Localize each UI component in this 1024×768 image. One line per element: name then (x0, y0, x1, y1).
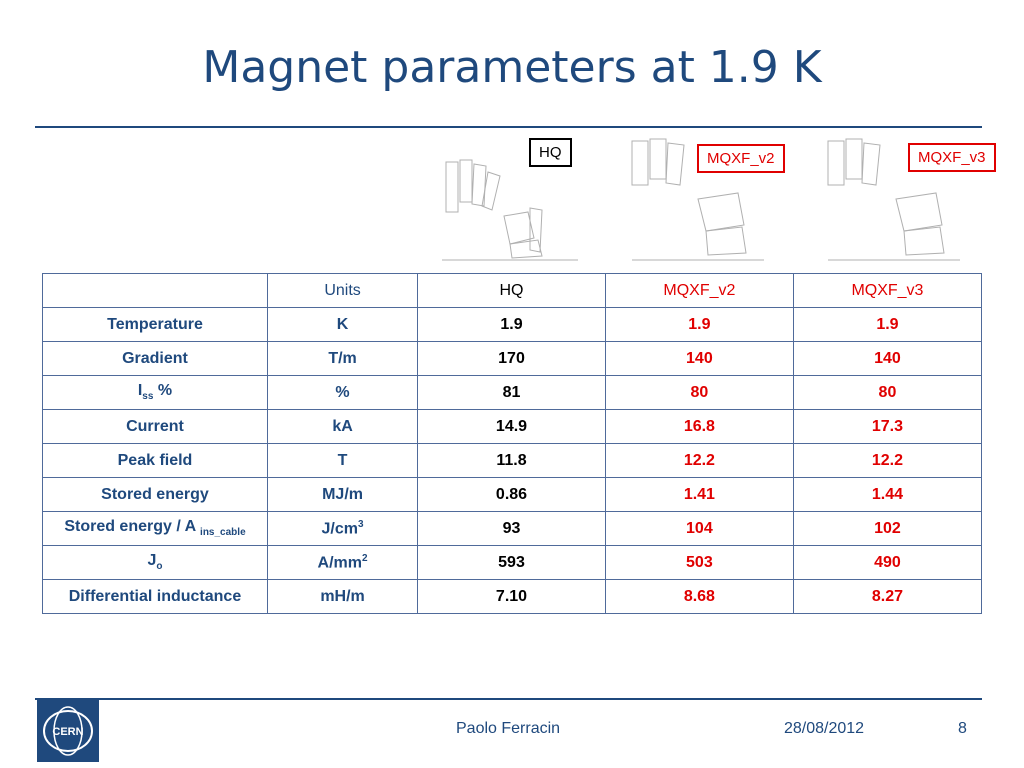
header-hq: HQ (418, 274, 606, 308)
row-v3-value: 8.27 (793, 580, 981, 614)
row-label-main: J (147, 552, 157, 570)
table-header-row (43, 274, 982, 308)
row-v2-value: 140 (605, 342, 793, 376)
row-label (43, 546, 268, 580)
cern-logo-icon (37, 700, 99, 762)
row-label: Temperature (43, 308, 268, 342)
footer-author: Paolo Ferracin (456, 720, 561, 737)
row-unit: T/m (267, 342, 417, 376)
row-v2-value: 1.41 (605, 478, 793, 512)
row-label: Peak field (43, 444, 268, 478)
row-unit: % (267, 376, 417, 410)
table-row (43, 478, 982, 512)
row-v3-value: 1.9 (793, 308, 981, 342)
row-hq-value: 593 (418, 546, 606, 580)
row-label: Stored energy (43, 478, 268, 512)
row-unit-sup: 3 (358, 518, 364, 530)
row-label-tail: % (153, 382, 173, 400)
row-label: Current (43, 410, 268, 444)
header-mqxf-v3: MQXF_v3 (793, 274, 981, 308)
row-unit: MJ/m (267, 478, 417, 512)
header-empty-cell (43, 274, 268, 308)
table-row (43, 546, 982, 580)
row-unit (267, 546, 417, 580)
row-label: Differential inductance (43, 580, 268, 614)
row-label-sub: ss (142, 391, 154, 403)
mqxf-v2-label-box: MQXF_v2 (697, 144, 785, 173)
row-v2-value: 12.2 (605, 444, 793, 478)
hq-label-box: HQ (529, 138, 572, 167)
title-divider (35, 126, 982, 128)
row-label-sub: ins_cable (200, 527, 246, 539)
mqxf-v3-label-box: MQXF_v3 (908, 143, 996, 172)
row-v2-value: 104 (605, 512, 793, 546)
row-label-main: I (137, 382, 143, 400)
row-label (43, 512, 268, 546)
row-v3-value: 140 (793, 342, 981, 376)
row-unit-sup: 2 (361, 552, 368, 564)
row-v3-value: 12.2 (793, 444, 981, 478)
hq-cross-section-image (438, 152, 583, 270)
cern-logo (37, 700, 99, 762)
row-hq-value: 11.8 (418, 444, 606, 478)
row-v2-value: 503 (605, 546, 793, 580)
row-unit-main: J/cm (321, 520, 358, 538)
table-row (43, 580, 982, 614)
footer-divider (35, 698, 982, 700)
row-v2-value: 80 (605, 376, 793, 410)
header-units: Units (267, 274, 417, 308)
row-v3-value: 490 (793, 546, 981, 580)
header-mqxf-v2: MQXF_v2 (605, 274, 793, 308)
row-hq-value: 7.10 (418, 580, 606, 614)
table-row (43, 308, 982, 342)
parameters-table (42, 273, 982, 614)
row-v3-value: 17.3 (793, 410, 981, 444)
row-hq-value: 14.9 (418, 410, 606, 444)
row-v2-value: 8.68 (605, 580, 793, 614)
row-unit-main: A/mm (317, 554, 362, 572)
table-row (43, 342, 982, 376)
svg-text:CERN: CERN (52, 726, 84, 738)
footer-date: 28/08/2012 (784, 720, 865, 737)
footer-page-number: 8 (958, 720, 967, 737)
row-hq-value: 81 (418, 376, 606, 410)
row-hq-value: 1.9 (418, 308, 606, 342)
row-label (43, 376, 268, 410)
row-label: Gradient (43, 342, 268, 376)
row-label-main: Stored energy / A (64, 518, 201, 536)
row-v3-value: 102 (793, 512, 981, 546)
row-v3-value: 1.44 (793, 478, 981, 512)
row-hq-value: 170 (418, 342, 606, 376)
row-unit: kA (267, 410, 417, 444)
row-v3-value: 80 (793, 376, 981, 410)
row-hq-value: 0.86 (418, 478, 606, 512)
row-v2-value: 16.8 (605, 410, 793, 444)
table-row (43, 444, 982, 478)
row-unit: mH/m (267, 580, 417, 614)
row-label-sub: o (156, 561, 163, 573)
table-row (43, 512, 982, 546)
table-row (43, 376, 982, 410)
row-hq-value: 93 (418, 512, 606, 546)
table-row (43, 410, 982, 444)
slide-title: Magnet parameters at 1.9 K (202, 42, 822, 93)
row-unit (267, 512, 417, 546)
row-unit: T (267, 444, 417, 478)
row-v2-value: 1.9 (605, 308, 793, 342)
row-unit: K (267, 308, 417, 342)
